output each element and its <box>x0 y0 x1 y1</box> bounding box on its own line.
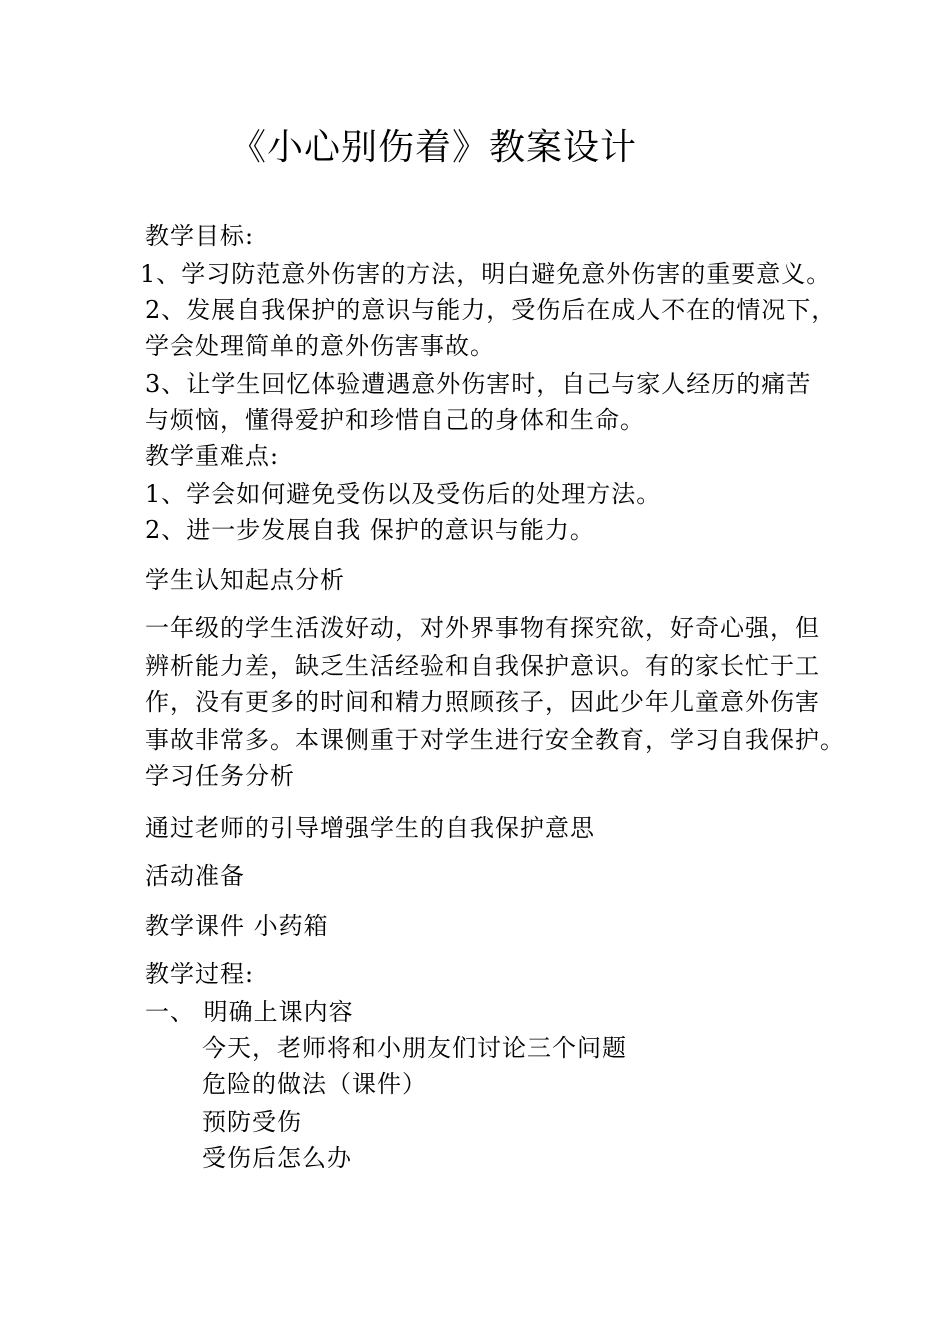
process-topic-2: 预防受伤 <box>202 1108 302 1136</box>
analysis-line-3: 作，没有更多的时间和精力照顾孩子，因此少年儿童意外伤害 <box>145 688 820 716</box>
objective-2-line-1: 2、发展自我保护的意识与能力，受伤后在成人不在的情况下， <box>145 296 837 324</box>
objective-3-line-1: 3、让学生回忆体验遭遇意外伤害时，自己与家人经历的痛苦 <box>145 370 812 398</box>
analysis-line-4: 事故非常多。本课侧重于对学生进行安全教育，学习自我保护。 <box>145 726 845 754</box>
section-heading-preparation: 活动准备 <box>145 862 245 890</box>
objective-2-line-2: 学会处理简单的意外伤害事故。 <box>145 332 495 360</box>
section-heading-objectives: 教学目标: <box>145 222 255 250</box>
objective-1: 1、学习防范意外伤害的方法，明白避免意外伤害的重要意义。 <box>140 260 832 288</box>
section-heading-task-analysis: 学习任务分析 <box>145 762 295 790</box>
preparation-items: 教学课件 小药箱 <box>145 912 329 940</box>
task-analysis-text: 通过老师的引导增强学生的自我保护意思 <box>145 814 595 842</box>
process-step-1: 一、 明确上课内容 <box>145 998 354 1026</box>
analysis-line-1: 一年级的学生活泼好动，对外界事物有探究欲，好奇心强，但 <box>145 614 820 642</box>
section-heading-key-points: 教学重难点: <box>145 442 280 470</box>
objective-3-line-2: 与烦恼，懂得爱护和珍惜自己的身体和生命。 <box>145 406 645 434</box>
key-point-2: 2、进一步发展自我 保护的意识与能力。 <box>145 516 595 544</box>
analysis-line-2: 辨析能力差，缺乏生活经验和自我保护意识。有的家长忙于工 <box>145 652 820 680</box>
key-point-1: 1、学会如何避免受伤以及受伤后的处理方法。 <box>145 480 662 508</box>
document-title: 《小心别伤着》教案设计 <box>230 127 638 168</box>
process-topic-3: 受伤后怎么办 <box>202 1144 352 1172</box>
section-heading-student-analysis: 学生认知起点分析 <box>145 566 345 594</box>
section-heading-process: 教学过程: <box>145 960 255 988</box>
process-step-1-intro: 今天，老师将和小朋友们讨论三个问题 <box>202 1034 627 1062</box>
process-topic-1: 危险的做法（课件） <box>202 1070 427 1098</box>
